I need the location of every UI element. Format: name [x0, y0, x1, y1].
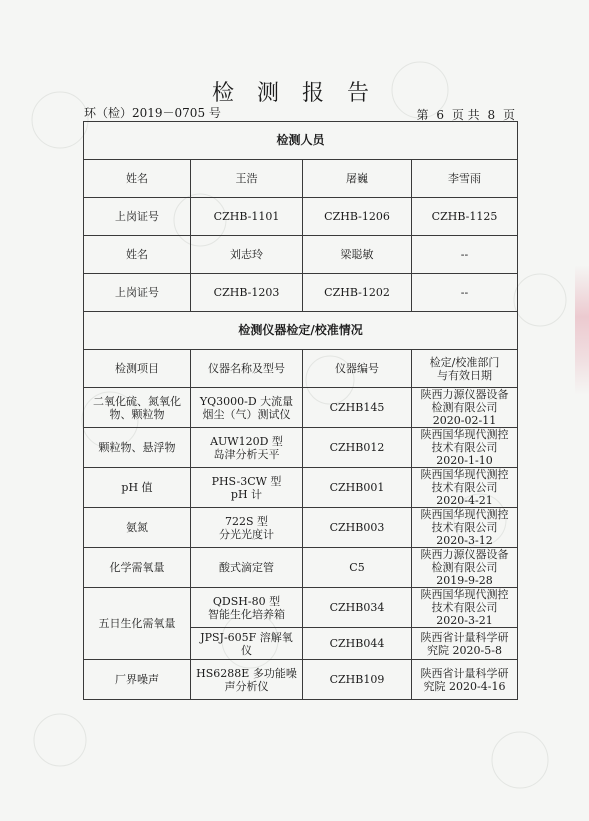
personnel-value: --: [412, 236, 518, 274]
test-item-line: 颗粒物、悬浮物: [98, 441, 176, 454]
column-header: [191, 350, 303, 388]
column-header-line: 仪器编号: [335, 362, 379, 375]
instrument-code: CZHB109: [303, 660, 412, 700]
personnel-value: 王浩: [191, 160, 303, 198]
page-total: 8: [487, 108, 496, 122]
calibration-dept-line: 陕西国华现代测控: [420, 588, 509, 601]
instrument-name-line: HS6288E 多功能噪: [196, 666, 297, 680]
page-label: 第: [416, 108, 429, 122]
instrument-name: [191, 548, 303, 588]
instrument-code: CZHB012: [303, 428, 412, 468]
calibration-dept-line: 2019-9-28: [436, 574, 493, 587]
personnel-label: 上岗证号: [84, 274, 191, 312]
personnel-label: 上岗证号: [84, 198, 191, 236]
instrument-code: CZHB044: [303, 628, 412, 660]
table-row: [84, 388, 518, 428]
test-item-line: 厂界噪声: [115, 673, 159, 686]
instrument-name: [191, 388, 303, 428]
seal-edge: [575, 265, 589, 395]
calibration-dept-line: 2020-4-21: [436, 494, 493, 507]
personnel-value: CZHB-1202: [303, 274, 412, 312]
calibration-dept: [412, 508, 518, 548]
report-table: [83, 121, 518, 700]
calibration-dept-line: 究院 2020-4-16: [423, 679, 506, 693]
calibration-dept-line: 技术有限公司: [431, 481, 498, 494]
table-row: [84, 236, 518, 274]
table-row: [84, 350, 518, 388]
column-header: [303, 350, 412, 388]
column-header-line: 检测项目: [115, 362, 159, 375]
instrument-code: CZHB145: [303, 388, 412, 428]
personnel-label: 姓名: [84, 236, 191, 274]
personnel-value: CZHB-1101: [191, 198, 303, 236]
instrument-name-line: AUW120D 型: [210, 434, 283, 448]
column-header: [412, 350, 518, 388]
personnel-value: CZHB-1203: [191, 274, 303, 312]
test-item: [84, 428, 191, 468]
page-mid-label: 页 共: [451, 108, 480, 122]
instrument-code: C5: [303, 548, 412, 588]
test-item: [84, 388, 191, 428]
test-item: [84, 468, 191, 508]
table-row: [84, 122, 518, 160]
test-item: [84, 508, 191, 548]
calibration-dept: [412, 428, 518, 468]
instrument-name-line: 酸式滴定管: [219, 561, 274, 574]
calibration-dept: [412, 660, 518, 700]
test-item: [84, 548, 191, 588]
calibration-dept: [412, 628, 518, 660]
calibration-dept: [412, 588, 518, 628]
instrument-name-line: 分光光度计: [219, 527, 274, 541]
page-end-label: 页: [502, 108, 515, 122]
report-title: 检 测 报 告: [212, 81, 377, 106]
table-row: [84, 548, 518, 588]
section-title-instruments: 检测仪器检定/校准情况: [84, 312, 518, 350]
column-header-line: 仪器名称及型号: [208, 362, 285, 375]
instrument-name: [191, 628, 303, 660]
personnel-label: 姓名: [84, 160, 191, 198]
instrument-name-line: 722S 型: [224, 514, 269, 528]
instrument-code: CZHB003: [303, 508, 412, 548]
personnel-value: CZHB-1125: [412, 198, 518, 236]
calibration-dept-line: 技术有限公司: [431, 441, 498, 454]
instrument-name-line: JPSJ-605F 溶解氧: [200, 630, 293, 644]
test-item-line: 氨氮: [126, 521, 148, 534]
test-item-line: 化学需氧量: [109, 561, 165, 574]
table-row: [84, 274, 518, 312]
test-item: [84, 660, 191, 700]
personnel-value: --: [412, 274, 518, 312]
instrument-code: CZHB001: [303, 468, 412, 508]
table-row: [84, 312, 518, 350]
calibration-dept-line: 检测有限公司: [431, 561, 498, 574]
instrument-name: [191, 660, 303, 700]
test-item-line: 五日生化需氧量: [98, 617, 176, 630]
instrument-name: [191, 508, 303, 548]
calibration-dept-line: 陕西省计量科学研: [420, 630, 509, 644]
instrument-name-line: PHS-3CW 型: [211, 474, 282, 488]
personnel-value: CZHB-1206: [303, 198, 412, 236]
table-row: [84, 508, 518, 548]
calibration-dept-line: 2020-1-10: [436, 454, 493, 467]
instrument-name-line: QDSH-80 型: [212, 594, 281, 608]
calibration-dept: [412, 388, 518, 428]
calibration-dept: [412, 548, 518, 588]
calibration-dept-line: 2020-3-21: [436, 614, 493, 627]
page-current: 6: [436, 108, 445, 122]
instrument-name-line: 烟尘（气）测试仪: [202, 407, 291, 421]
calibration-dept-line: 陕西力源仪器设备: [420, 388, 509, 401]
calibration-dept-line: 陕西国华现代测控: [420, 428, 509, 441]
calibration-dept-line: 2020-3-12: [436, 534, 493, 547]
calibration-dept-line: 陕西国华现代测控: [420, 508, 509, 521]
instrument-name-line: 声分析仪: [224, 679, 269, 693]
table-row: [84, 198, 518, 236]
section-title-personnel: 检测人员: [84, 122, 518, 160]
test-item-line: 二氧化硫、氮氧化: [93, 394, 181, 408]
table-row: [84, 660, 518, 700]
test-item-line: pH 值: [121, 481, 153, 494]
calibration-dept-line: 陕西力源仪器设备: [420, 548, 509, 561]
calibration-dept-line: 究院 2020-5-8: [427, 643, 502, 657]
instrument-name-line: 仪: [241, 643, 252, 657]
instrument-name-line: pH 计: [230, 487, 263, 501]
personnel-value: 李雪雨: [412, 160, 518, 198]
instrument-code: CZHB034: [303, 588, 412, 628]
calibration-dept-line: 技术有限公司: [431, 521, 498, 534]
personnel-value: 梁聪敏: [303, 236, 412, 274]
table-row: [84, 588, 518, 628]
instrument-name-line: 岛津分析天平: [213, 447, 280, 461]
instrument-name-line: 智能生化培养箱: [208, 607, 285, 621]
calibration-dept-line: 陕西省计量科学研: [420, 666, 509, 680]
test-item: [84, 588, 191, 660]
report-number: 环（检）2019－0705 号: [84, 106, 221, 120]
column-header: [84, 350, 191, 388]
table-row: [84, 468, 518, 508]
column-header-line: 检定/校准部门: [429, 355, 500, 369]
instrument-name: [191, 468, 303, 508]
table-row: [84, 428, 518, 468]
calibration-dept-line: 2020-02-11: [432, 414, 497, 427]
instrument-name-line: YQ3000-D 大流量: [199, 394, 294, 408]
personnel-value: 刘志玲: [191, 236, 303, 274]
instrument-name: [191, 428, 303, 468]
calibration-dept-line: 陕西国华现代测控: [420, 468, 509, 481]
column-header-line: 与有效日期: [437, 368, 492, 382]
calibration-dept: [412, 468, 518, 508]
table-row: [84, 160, 518, 198]
personnel-value: 屠巍: [303, 160, 412, 198]
calibration-dept-line: 技术有限公司: [431, 601, 498, 614]
test-item-line: 物、颗粒物: [109, 407, 165, 421]
calibration-dept-line: 检测有限公司: [431, 401, 498, 414]
instrument-name: [191, 588, 303, 628]
